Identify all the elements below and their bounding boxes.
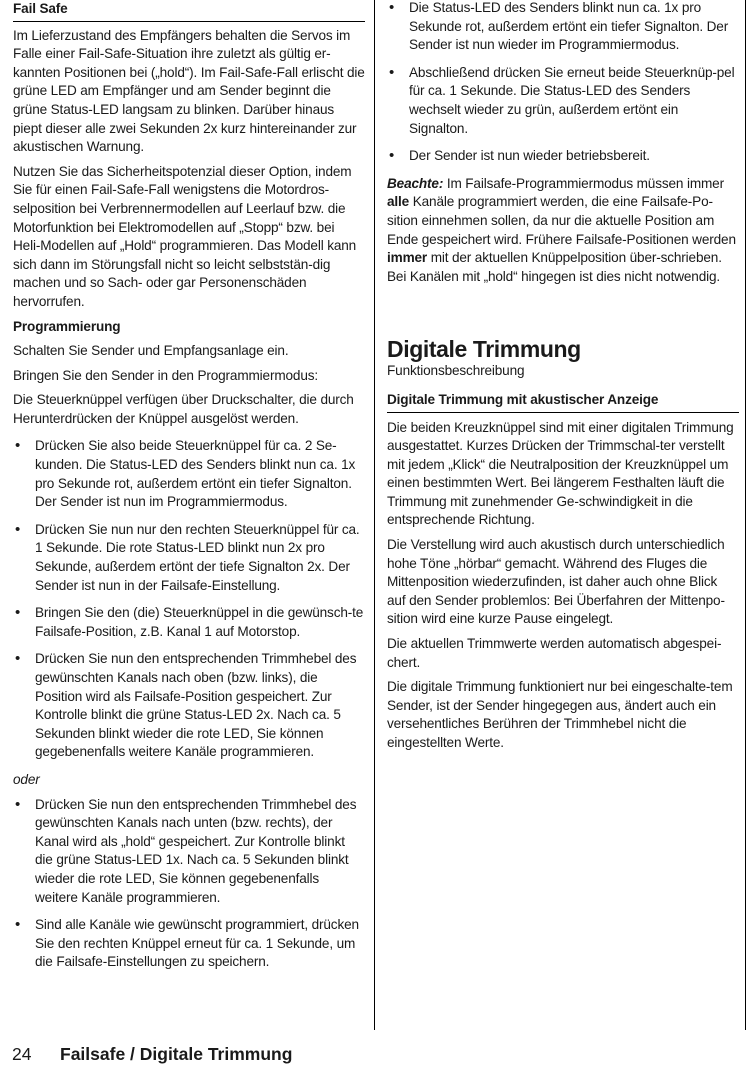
note-paragraph	[387, 175, 739, 287]
list-item: • Drücken Sie nun den entsprechenden Trimmhebel des gewünschten Kanals nach oben (bzw. links), die Position wird als Failsafe-Position gespeichert. Zur Kontrolle blinkt die grüne Status-LED 2x. Nach ca. 5 Sekunden blinkt wieder die rote LED, Sie können gegebenenfalls weitere Kanäle programmieren.	[13, 650, 365, 762]
section-title: Digitale Trimmung	[387, 336, 581, 363]
programmierung-paragraph: Die Steuerknüppel verfügen über Druckschalter, die durch Herunterdrücken der Knüppel ausgelöst werden.	[13, 392, 354, 426]
note-label: Beachte:	[387, 175, 444, 191]
note-bold-text: alle	[387, 194, 410, 210]
list-item: • Die Status-LED des Senders blinkt nun ca. 1x pro Sekunde rot, außerdem ertönt ein tiefer Signalton. Der Sender ist nun wieder im Programmiermodus.	[387, 0, 739, 55]
sub-heading: Digitale Trimmung mit akustischer Anzeige	[387, 391, 739, 413]
body-paragraph: Die Verstellung wird auch akustisch durch unterschiedlich hohe Töne „hörbar“ gemacht. Während des Fluges die Mittenposition wiederzufinden, ist daher auch ohne Blick auf den Sender problemlos: Bei Überfahren der Mittenpo-sition wird eine kurze Pause eingelegt.	[387, 537, 725, 627]
oder-label: oder	[13, 771, 40, 787]
page-footer	[12, 1043, 292, 1065]
list-item: • Sind alle Kanäle wie gewünscht programmiert, drücken Sie den rechten Knüppel erneut für ca. 1 Sekunde, um die Failsafe-Einstellungen zu speichern.	[13, 916, 365, 972]
fail-safe-heading: Fail Safe	[13, 0, 365, 22]
column-divider-right	[745, 0, 746, 1030]
list-item: • Abschließend drücken Sie erneut beide Steuerknüp-pel für ca. 1 Sekunde. Die Status-LED des Senders wechselt wieder zu grün, außerdem ertönt ein Signalton.	[387, 64, 739, 138]
step-list	[13, 437, 365, 762]
list-item: • Bringen Sie den (die) Steuerknüppel in die gewünsch-te Failsafe-Position, z.B. Kanal 1 auf Motorstop.	[13, 604, 365, 641]
body-paragraph: Die digitale Trimmung funktioniert nur bei eingeschalte-tem Sender, ist der Sender hingegegen aus, ändert auch ein versehentliches Berühren der Trimmhebel nicht die eingestellten Werte.	[387, 679, 733, 750]
list-item: • Drücken Sie nun nur den rechten Steuerknüppel für ca. 1 Sekunde. Die rote Status-LED blinkt nun 2x pro Sekunde, außerdem ertönt der tiefe Signalton 2x. Der Sender ist nun in der Failsafe-Einstellung.	[13, 521, 365, 595]
programmierung-heading: Programmierung	[13, 318, 121, 334]
note-text: Im Failsafe-Programmiermodus müssen immer	[443, 175, 724, 191]
footer-title: Failsafe / Digitale Trimmung	[60, 1044, 293, 1064]
note-text: Kanäle programmiert werden, die eine Failsafe-Po-sition einnehmen sollen, da nur die aktuelle Position am Ende gespeichert wird. Frühere Failsafe-Positionen werden	[387, 194, 736, 247]
body-paragraph: Die aktuellen Trimmwerte werden automatisch abgespei-chert.	[387, 636, 722, 670]
list-item: • Drücken Sie nun den entsprechenden Trimmhebel des gewünschten Kanals nach unten (bzw. rechts), der Kanal wird als „hold“ gespeichert. Zur Kontrolle blinkt die grüne Status-LED 1x. Nach ca. 5 Sekunden blinkt wieder die rote LED, Sie können gegebenenfalls weitere Kanäle programmieren.	[13, 796, 365, 908]
body-paragraph: Die beiden Kreuzknüppel sind mit einer digitalen Trimmung ausgestattet. Kurzes Drücken der Trimmschal-ter verstellt mit jedem „Klick“ die Neutralposition der Kreuzknüppel um einen bestimmten Wert. Bei längerem Festhalten läuft die Trimmung mit zunehmender Ge-schwindigkeit in die entsprechende Richtung.	[387, 419, 734, 528]
list-item: • Drücken Sie also beide Steuerknüppel für ca. 2 Se-kunden. Die Status-LED des Senders blinkt nun ca. 1x pro Sekunde rot, außerdem ertönt ein tiefer Signalton. Der Sender ist nun im Programmiermodus.	[13, 437, 365, 511]
step-list	[387, 0, 739, 166]
fail-safe-paragraph: Im Lieferzustand des Empfängers behalten die Servos im Falle einer Fail-Safe-Situation ihre zuletzt als gültig er-kannten Positionen bei („hold“). Im Fail-Safe-Fall erlischt die grüne LED am Empfänger und am Sender beginnt die grüne Status-LED langsam zu blinken. Darüber hinaus piept dieser alle zwei Sekunden 2x kurz hintereinander zur akustischen Warnung.	[13, 27, 365, 155]
list-item: • Der Sender ist nun wieder betriebsbereit.	[387, 147, 739, 166]
programmierung-paragraph: Schalten Sie Sender und Empfangsanlage ein.	[13, 343, 289, 359]
page-number: 24	[12, 1044, 32, 1064]
left-column	[13, 0, 365, 981]
section-subtitle: Funktionsbeschreibung	[387, 363, 525, 379]
fail-safe-paragraph: Nutzen Sie das Sicherheitspotenzial dieser Option, indem Sie für einen Fail-Safe-Fall wenigstens die Motordros-selposition bei Verbrennermodellen auf Leerlauf bzw. die Motorfunktion bei Elektromodellen auf „Stopp“ bzw. bei Heli-Modellen auf „Hold“ programmieren. Das Modell kann sich dann im Störungsfall nicht so leicht selbststän-dig machen und so Sach- oder gar Personenschäden hervorrufen.	[13, 163, 357, 309]
note-text: mit der aktuellen Knüppelposition über-schrieben. Bei Kanälen mit „hold“ hingegen ist dies nicht notwendig.	[387, 250, 722, 284]
programmierung-paragraph: Bringen Sie den Sender in den Programmiermodus:	[13, 367, 319, 383]
column-divider-left	[374, 0, 375, 1030]
step-list	[13, 796, 365, 972]
note-bold-text: immer	[387, 250, 428, 266]
right-column	[387, 0, 739, 759]
